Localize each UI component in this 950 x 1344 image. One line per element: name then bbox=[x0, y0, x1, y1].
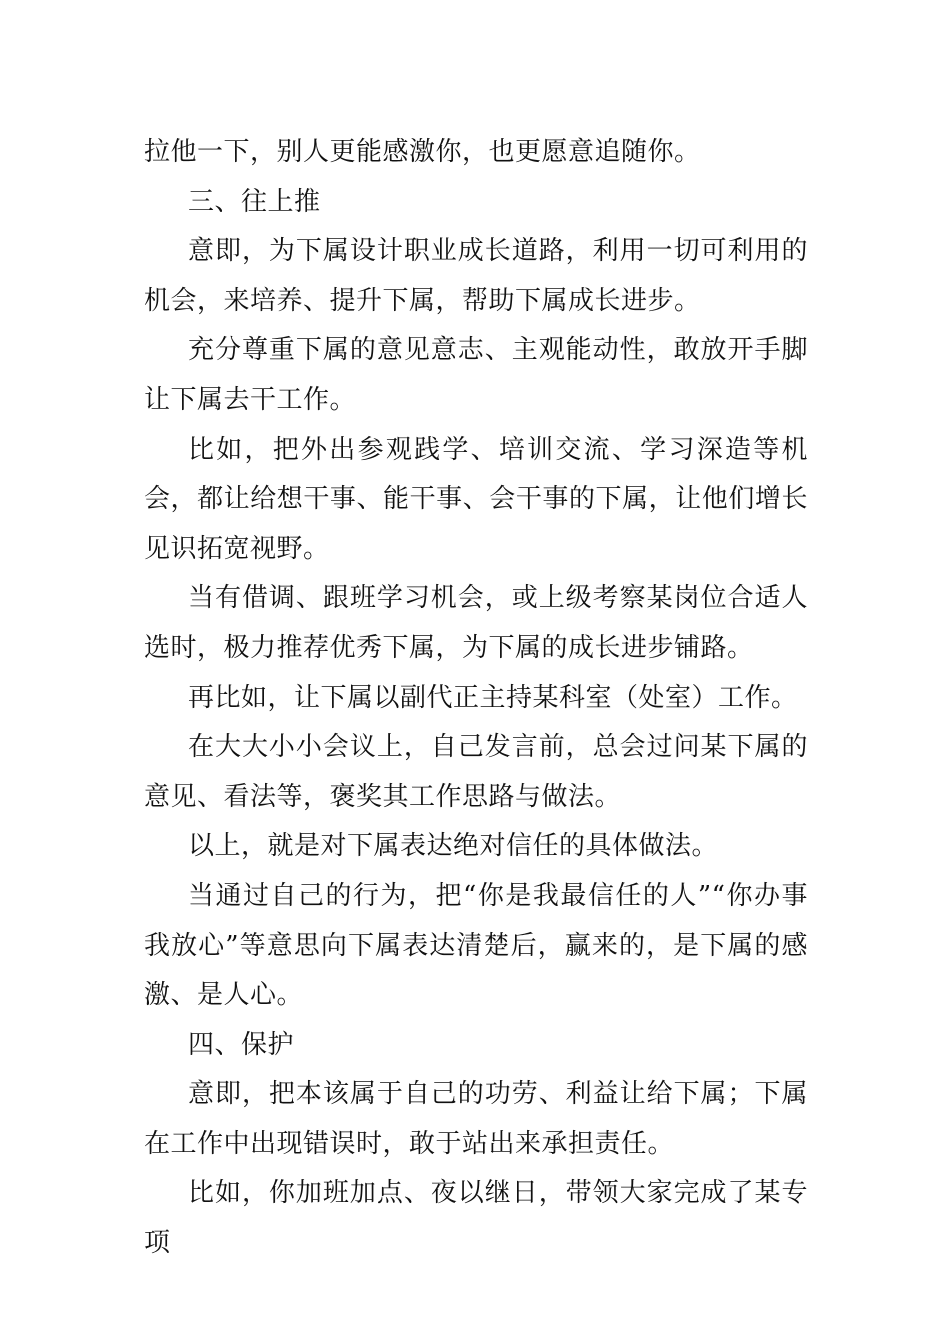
paragraph: 比如，把外出参观践学、培训交流、学习深造等机会，都让给想干事、能干事、会干事的下属，让他们增长见识拓宽视野。 bbox=[144, 434, 808, 564]
paragraph: 再比如，让下属以副代正主持某科室（处室）工作。 bbox=[188, 682, 798, 713]
paragraph-continuation: 拉他一下，别人更能感激你，也更愿意追随你。 bbox=[144, 137, 701, 167]
document-body bbox=[144, 128, 808, 1269]
paragraph: 意即，为下属设计职业成长道路，利用一切可利用的机会，来培养、提升下属，帮助下属成长进步。 bbox=[144, 236, 808, 316]
paragraph: 以上，就是对下属表达绝对信任的具体做法。 bbox=[188, 831, 719, 862]
section-heading-four: 四、保护 bbox=[188, 1029, 295, 1060]
paragraph: 在大大小小会议上，自己发言前，总会过问某下属的意见、看法等，褒奖其工作思路与做法。 bbox=[144, 732, 808, 812]
paragraph: 比如，你加班加点、夜以继日，带领大家完成了某专项 bbox=[144, 1178, 808, 1259]
paragraph: 当通过自己的行为，把“你是我最信任的人”“你办事我放心”等意思向下属表达清楚后，赢来的，是下属的感激、是人心。 bbox=[144, 880, 808, 1011]
paragraph: 充分尊重下属的意见意志、主观能动性，敢放开手脚让下属去干工作。 bbox=[144, 335, 808, 415]
paragraph: 意即，把本该属于自己的功劳、利益让给下属；下属在工作中出现错误时，敢于站出来承担责任。 bbox=[144, 1079, 808, 1159]
section-heading-three: 三、往上推 bbox=[188, 186, 321, 217]
paragraph: 当有借调、跟班学习机会，或上级考察某岗位合适人选时，极力推荐优秀下属，为下属的成长进步铺路。 bbox=[144, 583, 808, 663]
